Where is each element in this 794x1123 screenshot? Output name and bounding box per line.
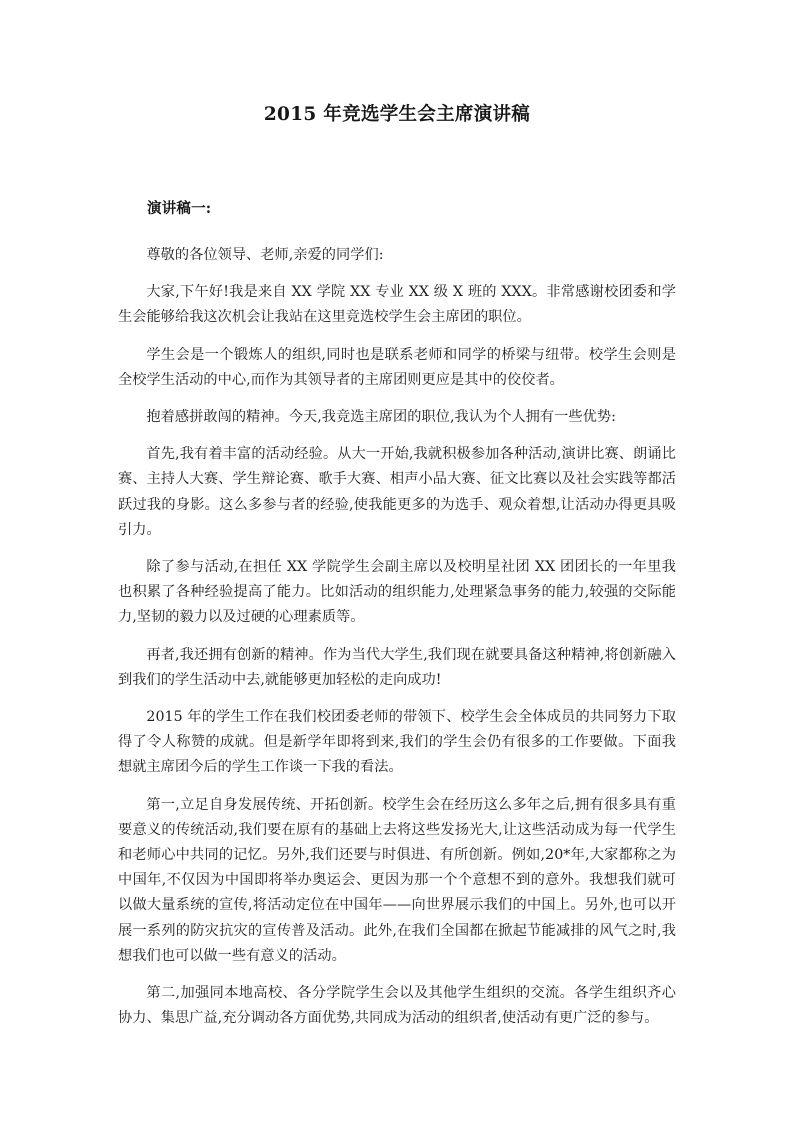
section-heading-speech-one: 演讲稿一: [147,200,212,217]
document-body [118,196,676,1031]
paragraph-innovation-spirit: 再者,我还拥有创新的精神。作为当代大学生,我们现在就要具备这种精神,将创新融入到我们的学生活动中去,就能够更加轻松的走向成功! [118,646,676,688]
paragraph-salutation: 尊敬的各位领导、老师,亲爱的同学们: [146,247,384,263]
paragraph-experience-advantage: 首先,我有着丰富的活动经验。从大一开始,我就积极参加各种活动,演讲比赛、朗诵比赛、主持人大赛、学生辩论赛、歌手大赛、相声小品大赛、征文比赛以及社会实践等都活跃过我的身影。这么多参与者的经验,使我能更多的为选手、观众着想,让活动办得更具吸引力。 [118,446,676,538]
paragraph-point-two: 第二,加强同本地高校、各分学院学生会以及其他学生组织的交流。各学生组织齐心协力、集思广益,充分调动各方面优势,共同成为活动的组织者,使活动有更广泛的参与。 [118,985,676,1027]
page-title: 2015 年竞选学生会主席演讲稿 [263,104,531,125]
paragraph-leadership-roles: 除了参与活动,在担任 XX 学院学生会副主席以及校明星社团 XX 团团长的一年里我也积累了各种经验提高了能力。比如活动的组织能力,处理紧急事务的能力,较强的交际能力,坚韧的毅力以及过硬的心理素质等。 [118,559,676,626]
paragraph-2015-achievements: 2015 年的学生工作在我们校团委老师的带领下、校学生会全体成员的共同努力下取得了令人称赞的成就。但是新学年即将到来,我们的学生会仍有很多的工作要做。下面我想就主席团今后的学生工作谈一下我的看法。 [118,709,676,776]
paragraph-spirit-statement: 抱着感拼敢闯的精神。今天,我竞选主席团的职位,我认为个人拥有一些优势: [146,409,616,426]
paragraph-point-one: 第一,立足自身发展传统、开拓创新。校学生会在经历这么多年之后,拥有很多具有重要意义的传统活动,我们要在原有的基础上去将这些发扬光大,让这些活动成为每一代学生和老师心中共同的记忆。另外,我们还要与时俱进、有所创新。例如,20*年,大家都称之为中国年,不仅因为中国即将举办奥运会、更因为那一个个意想不到的意外。我想我们就可以做大量系统的宣传,将活动定位在中国年——向世界展示我们的中国上。另外,也可以开展一系列的防灾抗灾的宣传普及活动。此外,在我们全国都在掀起节能减排的风气之时,我想我们也可以做一些有意义的活动。 [118,796,676,964]
paragraph-student-union-role: 学生会是一个锻炼人的组织,同时也是联系老师和同学的桥梁与纽带。校学生会则是全校学生活动的中心,而作为其领导者的主席团则更应是其中的佼佼者。 [118,346,676,388]
paragraph-introduction: 大家,下午好!我是来自 XX 学院 XX 专业 XX 级 X 班的 XXX。非常感谢校团委和学生会能够给我这次机会让我站在这里竞选校学生会主席团的职位。 [118,284,676,326]
